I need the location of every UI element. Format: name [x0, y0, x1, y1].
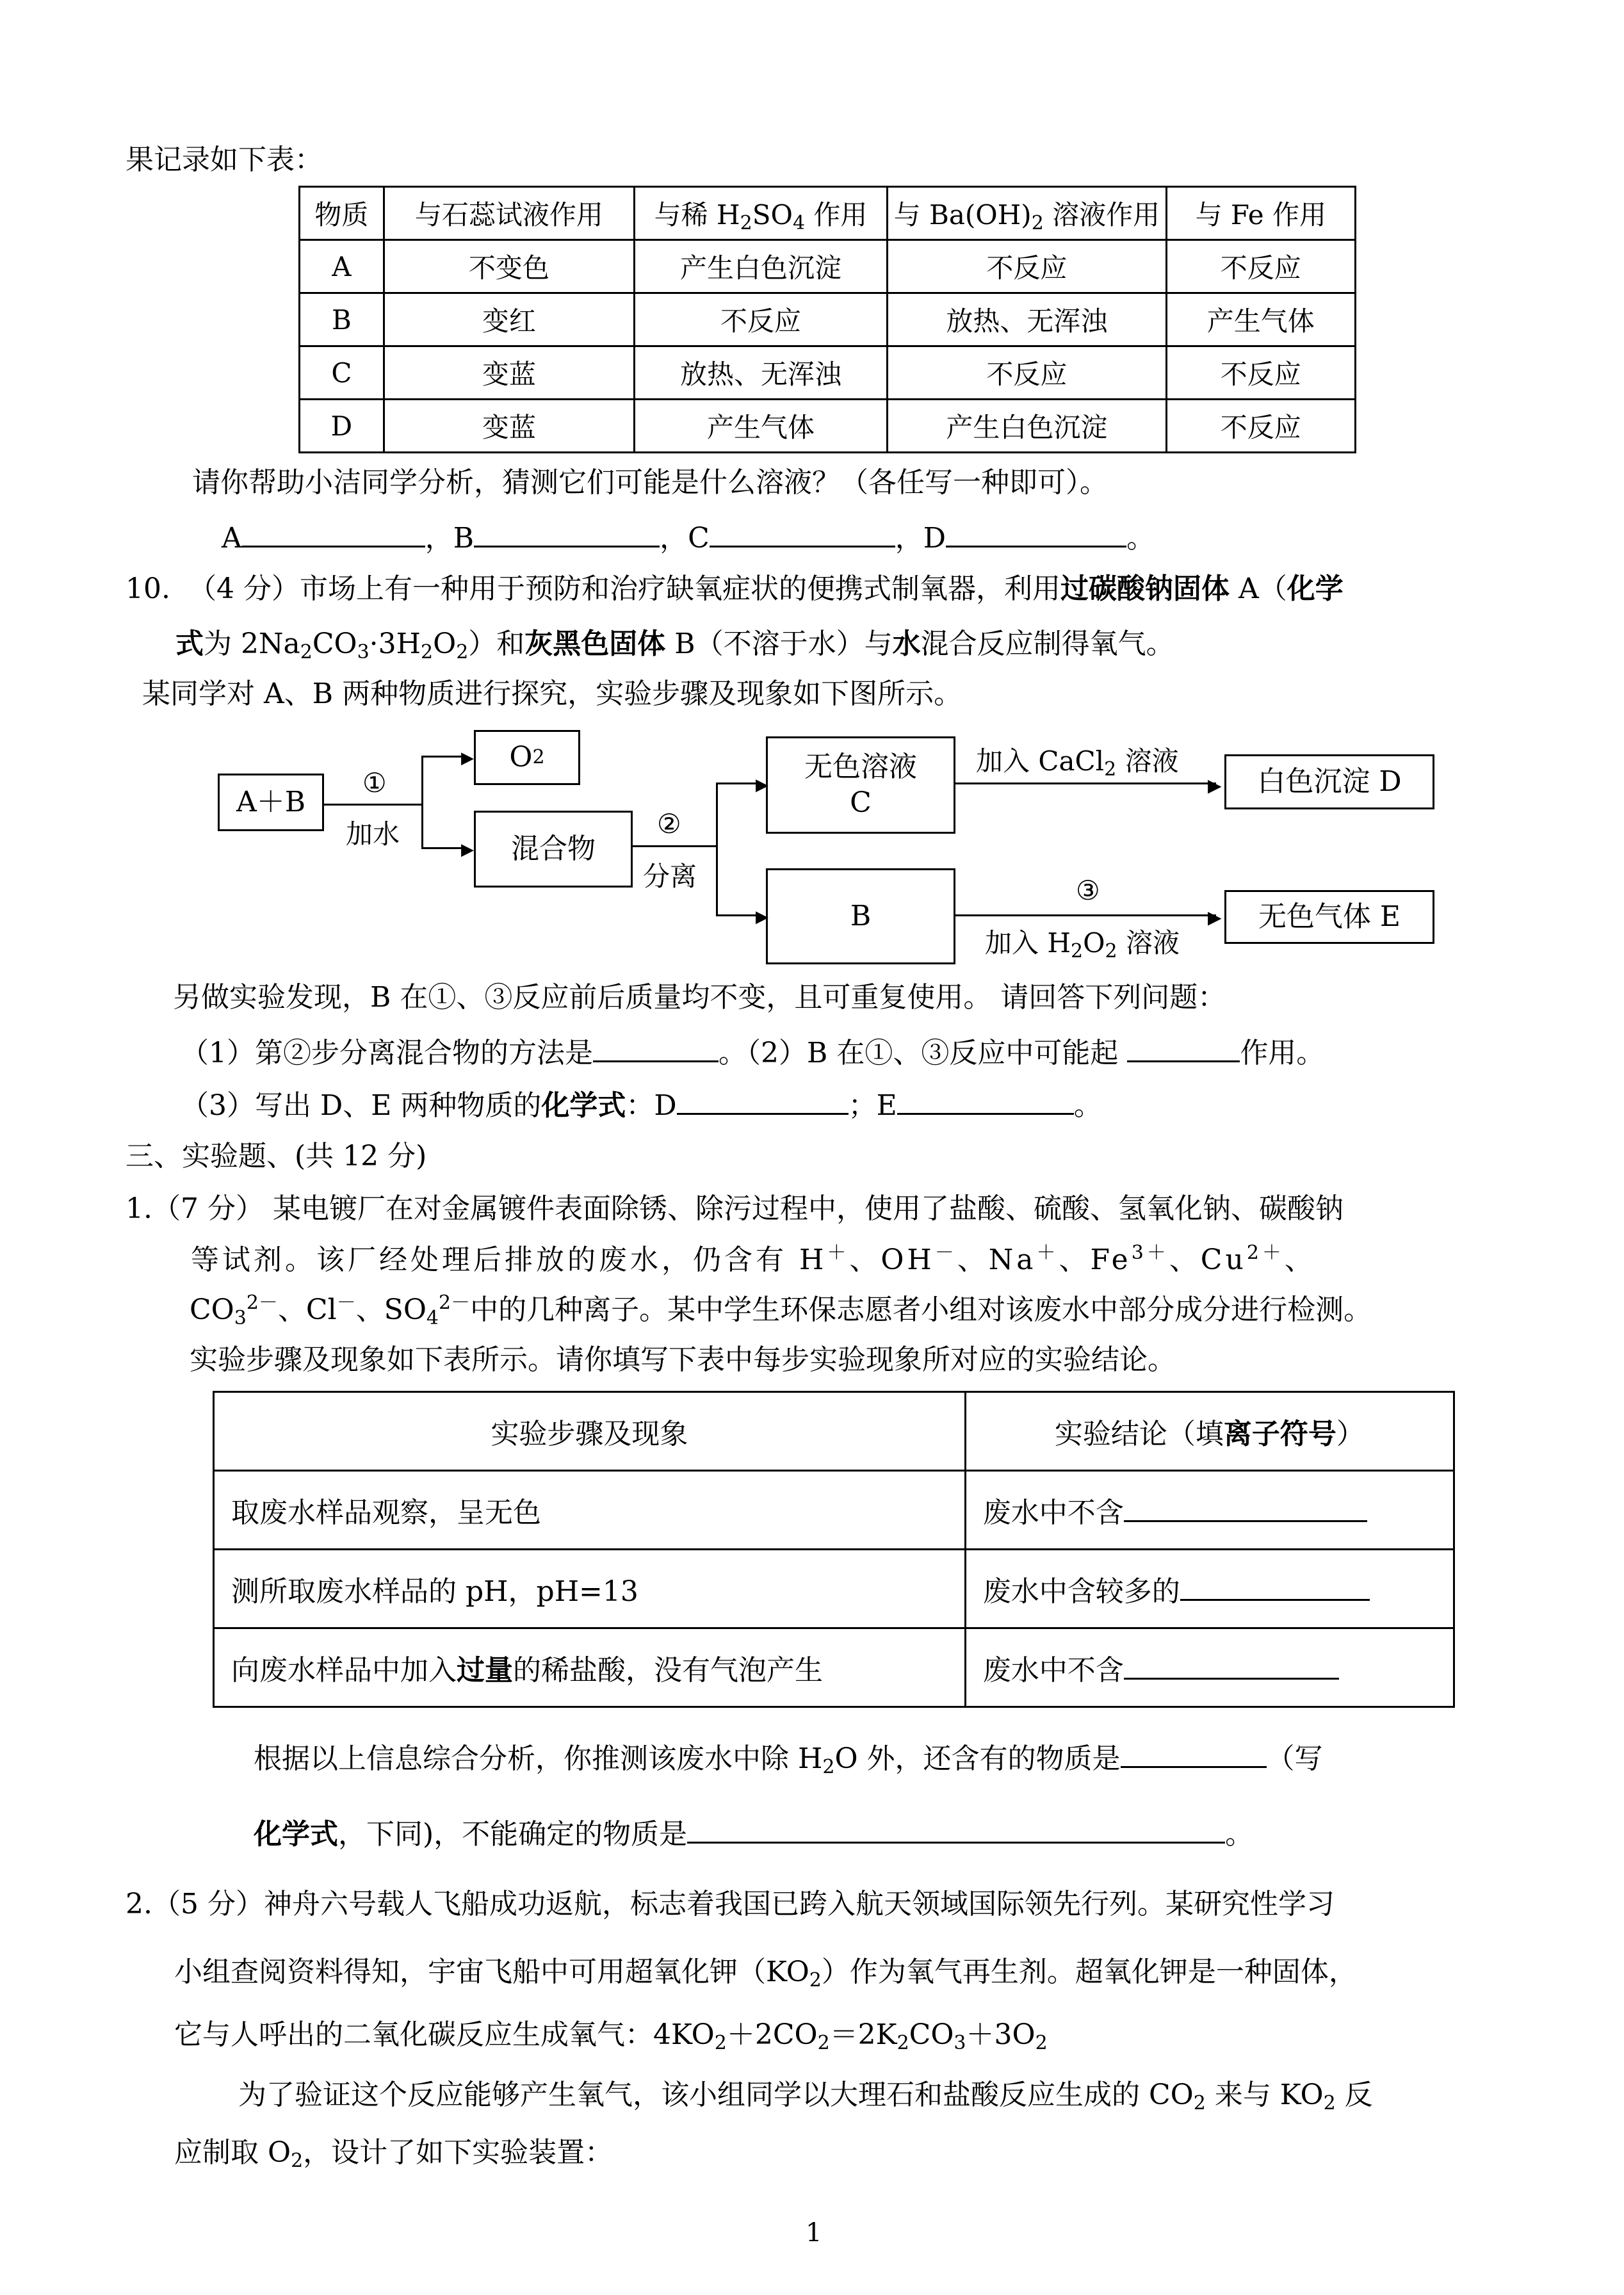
answer-blank-uncertain[interactable]	[687, 1813, 1225, 1844]
table-cell: 产生气体	[1166, 293, 1355, 346]
table-cell: 变红	[384, 293, 634, 346]
answer-blank-d[interactable]	[677, 1085, 849, 1115]
answer-blank-c[interactable]	[710, 517, 895, 547]
table-cell: 废水中不含	[965, 1471, 1454, 1550]
table-header-cell: 与石蕊试液作用	[384, 187, 634, 240]
table-row	[214, 1550, 1454, 1628]
q9-prompt: 请你帮助小洁同学分析，猜测它们可能是什么溶液？（各任写一种即可）。	[192, 466, 1108, 499]
table-cell: C	[300, 346, 384, 400]
answer-blank[interactable]	[1124, 1650, 1339, 1680]
arrowhead-icon: ▶	[756, 775, 768, 795]
answer-blank-method[interactable]	[593, 1032, 719, 1062]
page-number: 1	[806, 2218, 822, 2248]
table-header-cell: 与稀 $H_2SO_4$ 作用	[634, 187, 887, 240]
arrow-line	[716, 783, 761, 784]
table-cell: 不反应	[1166, 240, 1355, 293]
table-cell: 不变色	[384, 240, 634, 293]
table-cell: 不反应	[634, 293, 887, 346]
reaction-results-table	[298, 186, 1356, 453]
answer-blank-substance[interactable]	[1121, 1738, 1267, 1768]
q1-line4: 实验步骤及现象如下表所示。请你填写下表中每步实验现象所对应的实验结论。	[190, 1343, 1176, 1376]
table-cell: 不反应	[1166, 400, 1355, 453]
table-cell: 产生白色沉淀	[888, 400, 1166, 453]
table-cell: B	[300, 293, 384, 346]
table-cell: 测所取废水样品的 pH，pH=13	[214, 1550, 966, 1628]
answer-blank-e[interactable]	[897, 1085, 1074, 1115]
arrow-line	[631, 845, 717, 847]
add-h2o2-label: 加入 $H_2O_2$ 溶液	[985, 927, 1180, 962]
table-cell: 取废水样品观察，呈无色	[214, 1471, 966, 1550]
q10-line3: 某同学对 A、B 两种物质进行探究，实验步骤及现象如下图所示。	[142, 677, 962, 710]
arrowhead-icon: ▶	[461, 749, 474, 768]
box-colorless-gas: 无色气体 E	[1224, 890, 1434, 944]
table-header-cell: 物质	[300, 187, 384, 240]
branch-line	[716, 783, 718, 916]
table-cell: 不反应	[1166, 346, 1355, 400]
answer-blank[interactable]	[1124, 1492, 1367, 1522]
table-header-cell: 与 Fe 作用	[1166, 187, 1355, 240]
branch-line	[421, 756, 423, 849]
table-cell: D	[300, 400, 384, 453]
table-header-row	[214, 1392, 1454, 1471]
arrow-line	[954, 783, 1216, 784]
table-header-row	[300, 187, 1356, 240]
arrow-line	[716, 914, 761, 916]
q10-line2: 式为 $2Na_2CO_3\cdot 3H_2O_2$）和灰黑色固体 B（不溶于水）与水混合反应制得氧气。	[175, 628, 1174, 663]
answer-blank-d[interactable]	[946, 517, 1126, 547]
box-mixture: 混合物	[474, 811, 633, 888]
arrowhead-icon: ▶	[1208, 907, 1222, 928]
box-o2: O 2	[474, 730, 580, 785]
q1-conclusion-line2: 化学式，下同)，不能确定的物质是 。	[254, 1813, 1253, 1853]
experiment-table	[213, 1391, 1455, 1708]
intro-text: 果记录如下表：	[126, 143, 323, 176]
table-cell: 放热、无浑浊	[634, 346, 887, 400]
table-cell: 产生气体	[634, 400, 887, 453]
q10-line6: （3）写出 D、E 两种物质的化学式：D ；E 。	[181, 1085, 1102, 1124]
answer-blank[interactable]	[1180, 1571, 1370, 1601]
q1-line1: 1.（7 分） 某电镀厂在对金属镀件表面除锈、除污过程中，使用了盐酸、硫酸、氢氧化钠、碳酸钠	[126, 1192, 1344, 1225]
table-header-cell: 与 $Ba(OH)_2$ 溶液作用	[888, 187, 1166, 240]
table-row	[300, 400, 1356, 453]
q2-line1: 2.（5 分）神舟六号载人飞船成功返航，标志着我国已跨入航天领域国际领先行列。某研究性学习	[126, 1888, 1335, 1920]
q10-line5: （1）第②步分离混合物的方法是 。（2）B 在①、③反应中可能起 作用。	[181, 1032, 1324, 1071]
q10-line4: 另做实验发现，B 在①、③反应前后质量均不变，且可重复使用。 请回答下列问题：	[173, 981, 1226, 1014]
table-cell: 废水中不含	[965, 1628, 1454, 1707]
answer-blank-role[interactable]	[1127, 1032, 1240, 1062]
table-header-cell: 实验步骤及现象	[214, 1392, 966, 1471]
step2-label: ②	[657, 808, 681, 839]
box-white-precipitate: 白色沉淀 D	[1224, 754, 1434, 809]
q2-line3: 它与人呼出的二氧化碳反应生成氧气：$4KO_2+2CO_2=2K_2CO_3+3O_2$	[174, 2018, 1048, 2054]
section-heading: 三、实验题、(共 12 分)	[126, 1140, 427, 1172]
answer-blank-b[interactable]	[474, 517, 660, 547]
table-header-cell: 实验结论（填离子符号）	[965, 1392, 1454, 1471]
box-b: B	[766, 868, 955, 964]
q2-line4: 为了验证这个反应能够产生氧气，该小组同学以大理石和盐酸反应生成的 $CO_2$ 来与 $KO_2$ 反	[238, 2079, 1373, 2114]
q1-line3: $CO_3^{2-}$、Cl－、$SO_4^{2-}$中的几种离子。某中学生环保志愿者小组对该废水中部分成分进行检测。	[190, 1292, 1372, 1329]
arrowhead-icon: ▶	[1208, 775, 1222, 796]
add-water-label: 加水	[346, 818, 400, 850]
step3-label: ③	[1076, 875, 1100, 906]
table-cell: 废水中含较多的	[965, 1550, 1454, 1628]
arrowhead-icon: ▶	[756, 907, 768, 927]
separate-label: 分离	[643, 861, 697, 892]
table-cell: 变蓝	[384, 400, 634, 453]
table-cell: A	[300, 240, 384, 293]
step1-label: ①	[362, 767, 387, 799]
table-cell: 变蓝	[384, 346, 634, 400]
arrowhead-icon: ▶	[461, 840, 474, 859]
table-cell: 不反应	[888, 240, 1166, 293]
arrow-line	[954, 914, 1216, 916]
table-row	[214, 1471, 1454, 1550]
table-row	[300, 240, 1356, 293]
table-row	[214, 1628, 1454, 1707]
box-a-plus-b: A＋B	[218, 774, 324, 831]
q10-line1: 10. （4 分）市场上有一种用于预防和治疗缺氧症状的便携式制氧器，利用过碳酸钠固体 A（化学	[126, 572, 1344, 605]
table-cell: 放热、无浑浊	[888, 293, 1166, 346]
q2-line2: 小组查阅资料得知，宇宙飞船中可用超氧化钾$(KO_2)$作为氧气再生剂。超氧化钾是一种固体，	[174, 1956, 1357, 1991]
answer-blank-a[interactable]	[242, 517, 425, 547]
table-cell: 不反应	[888, 346, 1166, 400]
q2-line5: 应制取 $O_2$，设计了如下实验装置：	[174, 2136, 613, 2172]
q1-conclusion-line1: 根据以上信息综合分析，你推测该废水中除 $H_2O$ 外，还含有的物质是 （写	[254, 1738, 1323, 1777]
arrow-line	[322, 804, 423, 806]
table-row	[300, 293, 1356, 346]
q9-answer-line: A ，B ，C ，D 。	[222, 517, 1155, 556]
table-cell: 产生白色沉淀	[634, 240, 887, 293]
table-cell: 向废水样品中加入过量的稀盐酸，没有气泡产生	[214, 1628, 966, 1707]
table-row	[300, 346, 1356, 400]
q1-line2: 等试剂。该厂经处理后排放的废水，仍含有 H＋、OH－、Na＋、$Fe^{3+}$、$Cu^{2+}$、	[191, 1242, 1316, 1276]
box-colorless-solution: 无色溶液 C	[766, 736, 955, 834]
add-cacl2-label: 加入 CaCl$_2$ 溶液	[976, 745, 1179, 781]
